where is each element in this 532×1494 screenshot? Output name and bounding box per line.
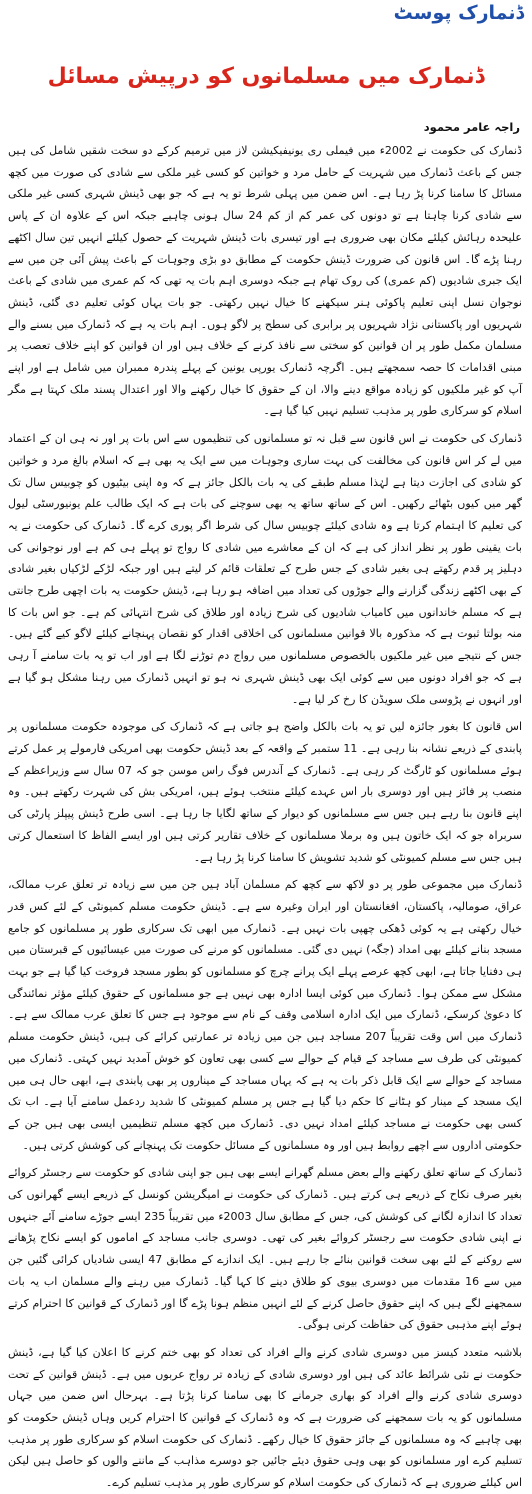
author-byline: راجہ عامر محمود: [423, 120, 520, 134]
article-paragraph: ڈنمارک کے ساتھ تعلق رکھنے والے بعض مسلم گھرانے ایسے بھی ہیں جو اپنی شادی کو حکومت سے رجسٹر کروائے بغیر صرف نکاح کے ذریعے ہی کرتے ہیں۔ ڈنمارک کی حکومت نے امیگریشن کونسل کے ذریعے ایسے گھرانوں کی تعداد کا اندازہ لگانے کی کوشش کی، جس کے مطابق سال 2003ء میں تقریباً 235 ایسے جوڑے سامنے آئے جنہوں نے اپنی شادی حکومت سے رجسٹر کروائے بغیر کی تھی۔ دوسری جانب مساجد کے اماموں کو ایسے نکاح پڑھانے سے روکنے کے لئے بھی سخت قوانین بنائے جا رہے ہیں۔ ایک اندازے کے مطابق 47 ایسی شادیاں کرائی گئیں جن میں سے 16 مقدمات میں دوسری بیوی کو طلاق دینے کا کہا گیا۔ ڈنمارک میں رہنے والے مسلمان اب یہ بات سمجھنے لگے ہیں کہ اپنے حقوق حاصل کرنے کے لئے انہیں منظم ہونا پڑے گا اور ڈنمارک کے قوانین کا احترام کرتے ہوئے اپنے مذہبی حقوق کی حفاظت کرنی ہوگی۔: [8, 1166, 522, 1332]
article-paragraph: اس قانون کا بغور جائزہ لیں تو یہ بات بالکل واضح ہو جاتی ہے کہ ڈنمارک کی موجودہ حکومت مسلمانوں پر پابندی کے ذریعے نشانہ بنا رہی ہے۔ 11 ستمبر کے واقعہ کے بعد ڈینش حکومت بھی امریکی فارمولے پر عمل کرتے ہوئے مسلمانوں کو ٹارگٹ کر رہی ہے۔ ڈنمارک کے آندرس فوگ راس موسن جو کہ 07 سال سے وزیراعظم کے منصب پر فائز ہیں اور دوسری بار اس عہدے کیلئے منتخب ہوئے ہیں، امریکی بش کی شہرت رکھتے ہیں۔ وہ اپنے قانون بنا رہے ہیں جس سے مسلمانوں کو دیوار کے ساتھ لگایا جا رہا ہے۔ اسی طرح ڈینش پیپلز پارٹی کی سربراہ جو کہ ایک خاتون ہیں وہ برملا مسلمانوں کے خلاف تقاریر کرتی ہیں اور ایسے الفاظ کا استعمال کرتی ہیں جس سے مسلم کمیونٹی کو شدید تشویش کا سامنا کرنا پڑ رہا ہے۔: [8, 720, 522, 864]
masthead-logo: ڈنمارک پوسٹ: [393, 2, 524, 24]
article-paragraph: بلاشبہ متعدد کیسز میں دوسری شادی کرنے والے افراد کی تعداد کو بھی ختم کرنے کا اعلان کیا گیا ہے، ڈینش حکومت نے نئی شرائط عائد کی ہیں اور دوسری شادی کے زیادہ تر رواج عربوں میں ہے۔ ڈینش قوانین کے تحت دوسری شادی کرنے والے افراد کو بھاری جرمانے کا بھی سامنا کرنا پڑتا ہے۔ بہرحال اس ضمن میں جہاں مسلمانوں کو یہ بات سمجھنے کی ضرورت ہے کہ وہ ڈنمارک کے قوانین کا احترام کریں وہاں ڈینش حکومت کو بھی چاہیے کہ وہ مسلمانوں کے جائز حقوق کا خیال رکھے۔ ڈنمارک کی حکومت اسلام کو سرکاری طور پر مذہب تسلیم کرے اور مسلمانوں کو بھی وہی حقوق دیئے جائیں جو دوسرے مذاہب کے ماننے والوں کو حاصل ہیں لیکن اس کیلئے ضروری ہے کہ ڈنمارک کی حکومت اسلام کو سرکاری طور پر مذہب تسلیم کرے۔: [8, 1345, 522, 1490]
article-paragraph: ڈنمارک کی حکومت نے اس قانون سے قبل نہ تو مسلمانوں کی تنظیموں سے اس بات پر اور نہ ہی ان کے اعتماد میں لے کر اس قانون کی مخالفت کی بہت ساری وجوہات میں سے ایک یہ بھی ہے کہ اسلام بالغ مرد و خواتین کو شادی کی اجازت دیتا ہے لہٰذا مسلم طبقے کی یہ بات بالکل جائز ہے کہ وہ اپنی بیٹیوں کو چوبیس سال تک گھر میں کیوں بٹھائے رکھیں۔ اس کے ساتھ ساتھ یہ بھی سوچنے کی بات ہے کہ ایک طالب علم یونیورسٹی لیول کی تعلیم کا اہتمام کرتا ہے وہ شادی کیلئے چوبیس سال کی شرط اگر پوری کرے گا۔ ڈنمارک کی حکومت نے یہ بات یقینی طور پر نظر انداز کی ہے کہ ان کے معاشرے میں شادی کا رواج تو پہلے ہی کم ہے اور نوجوانی کی دہلیز پر قدم رکھتے ہی بغیر شادی کے جس طرح کے تعلقات قائم کر لیتے ہیں اور جبکہ لڑکے لڑکیاں بغیر شادی کے بھی اکٹھے زندگی گزارنے والے جوڑوں کی تعداد میں اضافہ ہو رہا ہے، ڈینش حکومت یہ بات اچھی طرح جانتی ہے کہ مسلم خاندانوں میں کامیاب شادیوں کی شرح زیادہ اور طلاق کی شرح انتہائی کم ہے۔ جو اس بات کا منہ بولتا ثبوت ہے کہ مذکورہ بالا قوانین مسلمانوں کی اخلاقی اقدار کو نقصان پہنچانے کیلئے لاگو کیے گئے ہیں۔ جس کے نتیجے میں غیر ملکیوں بالخصوص مسلمانوں میں رواج دم توڑنے لگا ہے اور اب تو یہ بات سامنے آ رہی ہے کہ جو افراد دونوں میں سے کوئی ایک بھی ڈینش شہری نہ ہو تو انہیں ڈنمارک میں رہنا مشکل ہو گیا ہے اور انہوں نے پڑوسی ملک سویڈن کا رخ کر لیا ہے۔: [8, 432, 522, 706]
article-title: ڈنمارک میں مسلمانوں کو درپیش مسائل: [47, 64, 485, 89]
article-body: [8, 140, 523, 1490]
article-paragraph: ڈنمارک کی حکومت نے 2002ء میں فیملی ری یونیفیکیشن لاز میں ترمیم کرکے دو سخت شقیں شامل کی ہیں جس کے باعث ڈنمارک میں شہریت کے حامل مرد و خواتین کو کسی غیر ملکی سے شادی کی صورت میں کچھ مسائل کا سامنا کرنا پڑ رہا ہے۔ اس ضمن میں پہلی شرط تو یہ ہے کہ جو بھی ڈینش شہری کسی غیر ملکی سے شادی کرنا چاہتا ہے تو دونوں کی عمر کم از کم 24 سال ہونی چاہیے جبکہ اس کے علاوہ ان کے پاس علیحدہ رہائش کیلئے مکان بھی ضروری ہے اور تیسری بات ڈینش شہریت کے حصول کیلئے انہیں تین سال اکٹھے رہنا پڑے گا۔ اس قانون کی ضرورت ڈینش حکومت کے مطابق دو بڑی وجوہات کے باعث پیش آئی جن میں سے ایک جبری شادیوں (کم عمری) کی روک تھام ہے جبکہ دوسری اہم بات یہ تھی کہ کم عمری میں شادی کے باعث نوجوان نسل اپنی تعلیم پاکوئی ہنر سیکھنے کا خیال نہیں رکھتی۔ جو بات یہاں کوئی تعلیم دی گئی، ڈینش شہریوں اور پاکستانی نژاد شہریوں پر برابری کی سطح پر لاگو ہوں۔ اہم بات یہ ہے کہ ڈنمارک میں بسنے والے مسلمان مکمل طور پر ان قوانین کو سختی سے نافذ کرنے کے خلاف ہیں اور ان قوانین کو اپنے خلاف تعصب پر مبنی اقدامات کا حصہ سمجھتے ہیں۔ اگرچہ ڈنمارک یورپی یونین کے پہلے پندرہ ممبران میں شامل ہے اور اپنے آپ کو غیر ملکیوں کو زیادہ مواقع دینے والا، ان کے حقوق کا خیال رکھنے والا اور اعتدال پسند ملک کہتا ہے مگر اسلام کو سرکاری طور پر مذہب تسلیم نہیں کیا گیا ہے۔: [8, 144, 523, 418]
article-paragraph: ڈنمارک میں مجموعی طور پر دو لاکھ سے کچھ کم مسلمان آباد ہیں جن میں سے زیادہ تر تعلق عرب ممالک، عراق، صومالیہ، پاکستان، افغانستان اور ایران وغیرہ سے ہے۔ ڈینش حکومت مسلم کمیونٹی کے لئے کس قدر خیال رکھتی ہے یہ کوئی ڈھکی چھپی بات نہیں ہے۔ ڈنمارک میں ابھی تک سرکاری طور پر مسلمانوں کو جامع مسجد بنانے کیلئے بھی امداد (جگہ) نہیں دی گئی۔ مسلمانوں کو مرنے کی صورت میں عیسائیوں کے قبرستان میں ہی دفنایا جاتا ہے، ابھی کچھ عرصے پہلے ایک پرانے چرچ کو مسلمانوں کو بطور مسجد فروخت کیا گیا ہے جو بہت مشکل سے ممکن ہوا۔ ڈنمارک میں کوئی ایسا ادارہ بھی نہیں ہے جو مسلمانوں کے حقوق کیلئے مؤثر نمائندگی کا دعویٰ کرسکے، ڈنمارک میں ایک ادارہ اسلامی وقف کے نام سے موجود ہے جس کا تعلق عرب ممالک سے ہے۔ ڈنمارک میں اس وقت تقریباً 207 مساجد ہیں جن میں زیادہ تر عمارتیں کرائے کی ہیں، ڈینش حکومت مسلم کمیونٹی کی طرف سے مساجد کے قیام کے حوالے سے کسی بھی تعاون کو خوش آمدید نہیں کہتی۔ ڈنمارک میں مساجد کے حوالے سے ایک قابل ذکر بات یہ ہے کہ یہاں مساجد کے میناروں پر بھی پابندی ہے، ابھی حال ہی میں ایک مسجد کے مینار کو ہٹانے کا حکم دیا گیا ہے جس پر مسلم کمیونٹی کا شدید ردعمل سامنے آیا ہے۔ اب تک کسی بھی حکومت نے مساجد کیلئے امداد نہیں دی۔ ڈنمارک میں کچھ مسلم تنظیمیں ایسی بھی ہیں جن کے حکومتی اداروں سے اچھے روابط ہیں اور وہ مسلمانوں کے مسائل حکومت تک پہنچانے کی کوشش کرتی ہیں۔: [8, 878, 522, 1152]
